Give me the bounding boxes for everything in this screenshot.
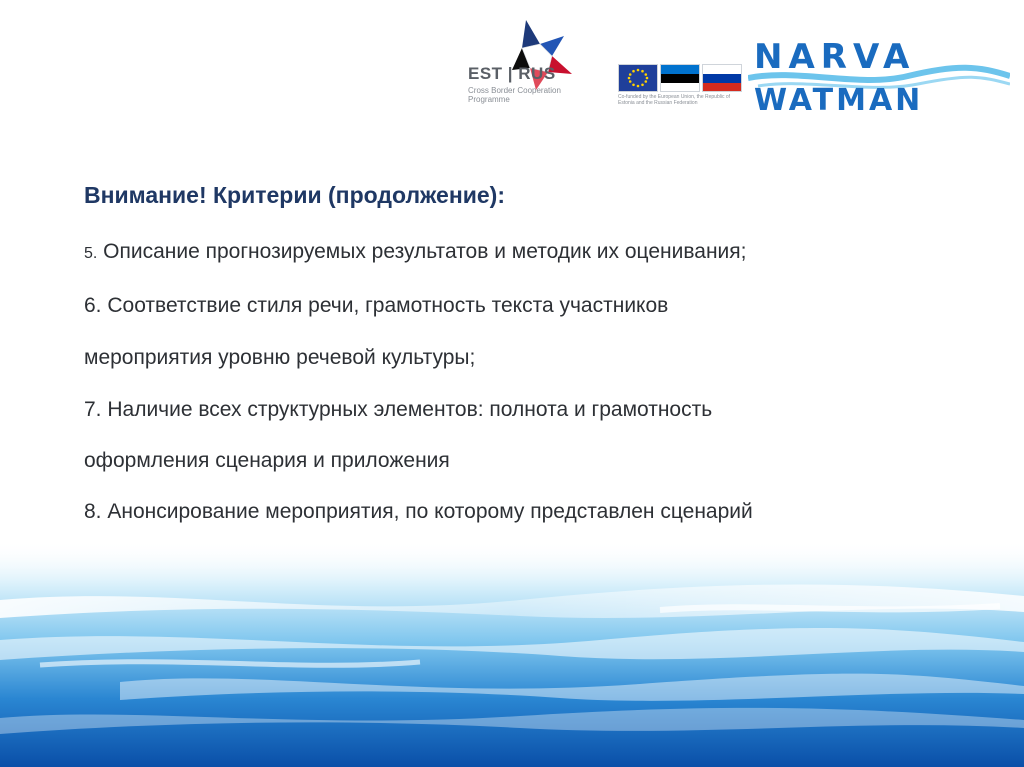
slide-title: Внимание! Критерии (продолжение): [84, 182, 505, 208]
criterion-5-number: 5. [84, 245, 98, 262]
est-rus-subtitle: Cross Border Cooperation Programme [468, 86, 561, 104]
criterion-7-line1: 7. Наличие всех структурных элементов: полнота и грамотность [84, 398, 713, 421]
eu-flag-icon [618, 64, 658, 92]
narva-logo-line2: WATMAN [754, 83, 924, 114]
criterion-8: 8. Анонсирование мероприятия, по которому представлен сценарий [84, 500, 753, 523]
estonia-flag-icon [660, 64, 700, 92]
narva-logo-line1: NARVA [754, 37, 916, 77]
flags-note: Co-funded by the European Union, the Republic of Estonia and the Russian Federation [618, 94, 731, 106]
narva-watman-logo [748, 36, 1010, 114]
criterion-5 [84, 240, 746, 264]
criterion-7-line2: оформления сценария и приложения [84, 449, 450, 472]
criterion-5-text: Описание прогнозируемых результатов и методик их оценивания; [97, 240, 747, 263]
russia-flag-icon [702, 64, 742, 92]
est-rus-title: EST | RUS [468, 64, 556, 83]
flags-group [618, 64, 748, 104]
criterion-6-line2: мероприятия уровню речевой культуры; [84, 346, 476, 369]
criterion-6-line1: 6. Соответствие стиля речи, грамотность текста участников [84, 294, 669, 317]
